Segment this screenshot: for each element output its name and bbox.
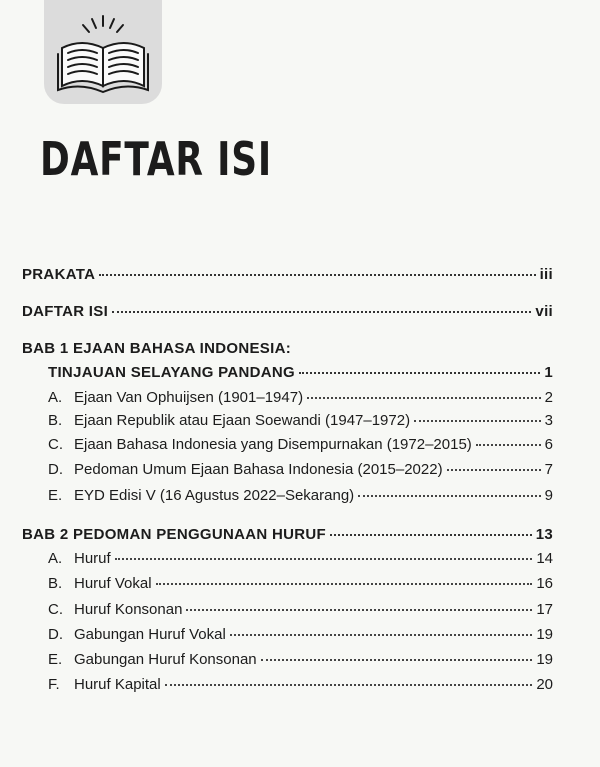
toc-label: Huruf Vokal	[74, 575, 152, 592]
toc-page: 2	[544, 389, 553, 406]
dot-leader	[230, 620, 533, 636]
toc-page: vii	[535, 303, 553, 320]
toc-label: PRAKATA	[22, 266, 96, 283]
toc-entry[interactable]	[48, 623, 553, 645]
toc-letter: B.	[48, 412, 63, 429]
dot-leader	[307, 383, 541, 399]
toc-entry-bab2[interactable]	[22, 523, 553, 545]
toc-entry[interactable]	[48, 433, 553, 455]
dot-leader	[299, 358, 540, 374]
toc-page: 19	[536, 626, 553, 643]
toc-entry[interactable]	[48, 547, 553, 569]
toc-label: Gabungan Huruf Konsonan	[74, 651, 257, 668]
toc-letter: F.	[48, 676, 60, 693]
toc-page: 16	[536, 575, 553, 592]
page-title: DAFTAR ISI	[40, 132, 272, 186]
toc-entry-prakata[interactable]	[22, 263, 553, 285]
dot-leader	[186, 595, 532, 611]
toc-label: Huruf Kapital	[74, 676, 161, 693]
toc-page: 6	[544, 436, 553, 453]
dot-leader	[165, 670, 533, 686]
toc-page: 9	[544, 487, 553, 504]
toc-label: DAFTAR ISI	[22, 303, 109, 320]
toc-label: Ejaan Republik atau Ejaan Soewandi (1947–1972)	[74, 412, 411, 429]
toc-entry[interactable]	[48, 409, 553, 431]
toc-entry[interactable]	[48, 598, 553, 620]
dot-leader	[414, 406, 541, 422]
toc-chapter-heading	[22, 339, 291, 359]
dot-leader	[156, 569, 533, 585]
toc-page: 14	[536, 550, 553, 567]
dot-leader	[99, 260, 535, 276]
toc-label: BAB 1 EJAAN BAHASA INDONESIA:	[22, 340, 292, 357]
toc-label: Ejaan Bahasa Indonesia yang Disempurnakan (1972–2015)	[74, 436, 472, 453]
toc-page: 20	[536, 676, 553, 693]
dot-leader	[330, 520, 532, 536]
toc-entry[interactable]	[48, 648, 553, 670]
toc-letter: E.	[48, 651, 63, 668]
dot-leader	[447, 455, 541, 471]
dot-leader	[476, 430, 541, 446]
toc-letter: E.	[48, 487, 63, 504]
toc-label: TINJAUAN SELAYANG PANDANG	[48, 364, 295, 381]
toc-letter: D.	[48, 626, 63, 643]
toc-label: Huruf Konsonan	[74, 601, 183, 618]
toc-entry-bab1[interactable]	[48, 361, 553, 383]
toc-page: 13	[535, 526, 553, 543]
toc-letter: B.	[48, 575, 63, 592]
toc-label: Gabungan Huruf Vokal	[74, 626, 226, 643]
toc-letter: A.	[48, 550, 63, 567]
dot-leader	[358, 481, 540, 497]
dot-leader	[112, 297, 531, 313]
toc-letter: C.	[48, 436, 63, 453]
toc-entry[interactable]	[48, 673, 553, 695]
chapter-icon-tile	[44, 0, 162, 104]
toc-letter: D.	[48, 461, 63, 478]
toc-letter: C.	[48, 601, 63, 618]
dot-leader	[115, 544, 533, 560]
toc-page: 17	[536, 601, 553, 618]
toc-entry[interactable]	[48, 572, 553, 594]
dot-leader	[261, 645, 533, 661]
toc-label: Ejaan Van Ophuijsen (1901–1947)	[74, 389, 304, 406]
toc-entry-daftar-isi[interactable]	[22, 300, 553, 322]
toc-label: EYD Edisi V (16 Agustus 2022–Sekarang)	[74, 487, 355, 504]
toc-page: 7	[544, 461, 553, 478]
toc-entry[interactable]	[48, 386, 553, 408]
toc-page: 19	[536, 651, 553, 668]
toc-page: 3	[544, 412, 553, 429]
toc-page: iii	[539, 266, 553, 283]
open-book-icon	[52, 8, 154, 96]
toc-letter: A.	[48, 389, 63, 406]
toc-label: Pedoman Umum Ejaan Bahasa Indonesia (2015–2022)	[74, 461, 443, 478]
toc-entry[interactable]	[48, 484, 553, 506]
toc-entry[interactable]	[48, 458, 553, 480]
toc-label: BAB 2 PEDOMAN PENGGUNAAN HURUF	[22, 526, 327, 543]
toc-label: Huruf	[74, 550, 111, 567]
toc-page: 1	[544, 364, 553, 381]
